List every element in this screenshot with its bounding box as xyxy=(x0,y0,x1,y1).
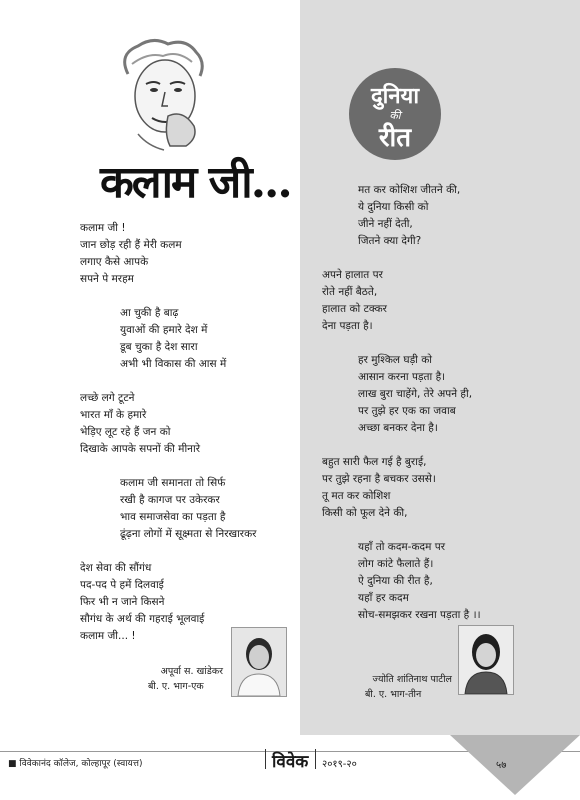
poem-line: आसान करना पड़ता है। xyxy=(358,371,446,383)
badge-line-2: की xyxy=(389,109,401,122)
page-number-triangle xyxy=(450,735,580,795)
poem-line: दिखाके आपके सपनों की मीनारे xyxy=(80,443,201,455)
poem-line: पर तुझे रहना है बचकर उससे। xyxy=(322,473,436,485)
poem-line: अपने हालात पर xyxy=(322,269,383,281)
footer-college-name: ■ विवेकानंद कॉलेज, कोल्हापूर (स्वायत्त) xyxy=(8,759,143,769)
author-name-right: ज्योति शांतिनाथ पाटील xyxy=(372,674,452,685)
page-number: ५७ xyxy=(496,760,507,771)
poem-line: ये दुनिया किसी को xyxy=(358,201,429,213)
poem-line: अभी भी विकास की आस में xyxy=(120,358,227,370)
author-class-right: बी. ए. भाग-तीन xyxy=(365,689,422,700)
left-poem-body xyxy=(80,220,256,662)
poem-line: पद-पद पे हमें दिलवाई xyxy=(80,579,164,591)
left-poem-title: कलाम जी... xyxy=(100,157,291,208)
poem-line: ढूंढ़ना लोगों में सूक्ष्मता से निरखारकर xyxy=(120,528,257,540)
right-stanza-4 xyxy=(322,454,481,522)
poem-line: भेड़िए लूट रहे हैं जन को xyxy=(80,426,171,438)
footer-magazine-name: विवेक xyxy=(272,752,309,772)
author-right xyxy=(340,672,452,702)
poem-line: पर तुझे हर एक का जवाब xyxy=(358,405,456,417)
poem-line: भारत माँ के हमारे xyxy=(80,409,147,421)
poem-line: फिर भी न जाने किसने xyxy=(80,596,165,608)
right-poem-body xyxy=(322,182,481,641)
poem-title-badge xyxy=(349,68,441,160)
poem-line: कलाम जी समानता तो सिर्फ xyxy=(120,477,226,489)
left-stanza-3 xyxy=(80,390,256,458)
author-photo-left xyxy=(231,627,287,697)
poem-line: सौगंध के अर्थ की गहराई भूलवाई xyxy=(80,613,205,625)
author-name-left: अपूर्वा स. खांडेकर xyxy=(160,666,223,677)
right-stanza-3 xyxy=(322,352,481,437)
badge-line-3: रीत xyxy=(378,123,412,153)
poem-line: हर मुश्किल घड़ी को xyxy=(358,354,433,366)
poem-line: तू मत कर कोशिश xyxy=(322,490,391,502)
poem-line: ऐ दुनिया की रीत है, xyxy=(358,575,433,587)
poem-line: बहुत सारी फैल गई है बुराई, xyxy=(322,456,427,468)
poem-line: रोते नहीं बैठते, xyxy=(322,286,378,298)
left-stanza-5 xyxy=(80,560,256,645)
poem-line: देना पड़ता है। xyxy=(322,320,373,332)
poem-line: जितने क्या देगी? xyxy=(358,235,422,247)
poem-line: भाव समाजसेवा का पड़ता है xyxy=(120,511,226,523)
person-photo-icon xyxy=(232,628,286,696)
left-stanza-4 xyxy=(80,475,256,543)
author-class-left: बी. ए. भाग-एक xyxy=(148,681,204,692)
poem-line: डूब चुका है देश सारा xyxy=(120,341,198,353)
poem-line: यहाँ तो कदम-कदम पर xyxy=(358,541,445,553)
poem-line: जीने नहीं देती, xyxy=(358,218,413,230)
person-photo-icon xyxy=(459,626,513,694)
badge-line-1: दुनिया xyxy=(370,83,420,109)
kalam-portrait-sketch xyxy=(108,34,218,152)
right-stanza-5 xyxy=(322,539,481,624)
poem-line: किसी को फूल देने की, xyxy=(322,507,408,519)
poem-line: कलाम जी ! xyxy=(80,222,126,234)
poem-line: कलाम जी... ! xyxy=(80,630,136,642)
poem-line: देश सेवा की सौंगंध xyxy=(80,562,152,574)
poem-line: लच्छे लगे टूटने xyxy=(80,392,135,404)
poem-line: लाख बुरा चाहेंगे, तेरे अपने ही, xyxy=(358,388,473,400)
poem-line: रखी है कागज पर उकेरकर xyxy=(120,494,220,506)
footer-separator-left xyxy=(265,749,266,769)
right-stanza-2 xyxy=(322,267,481,335)
poem-line: हालात को टक्कर xyxy=(322,303,387,315)
poem-line: युवाओं की हमारे देश में xyxy=(120,324,208,336)
poem-line: यहाँ हर कदम xyxy=(358,592,409,604)
footer-year: २०१९-२० xyxy=(322,759,357,770)
poem-line: सोच-समझकर रखना पड़ता है ।। xyxy=(358,609,481,621)
author-photo-right xyxy=(458,625,514,695)
poem-line: लोग कांटे फैलाते हैं। xyxy=(358,558,434,570)
poem-line: अच्छा बनकर देना है। xyxy=(358,422,438,434)
left-stanza-2 xyxy=(80,305,256,373)
poem-line: जान छोड़ रही हैं मेरी कलम xyxy=(80,239,182,251)
poem-line: आ चुकी है बाढ़ xyxy=(120,307,179,319)
right-stanza-1 xyxy=(322,182,481,250)
author-left xyxy=(128,664,223,694)
poem-line: मत कर कोशिश जीतने की, xyxy=(358,184,461,196)
footer-separator-right xyxy=(315,749,316,769)
poem-line: सपने पे मरहम xyxy=(80,273,134,285)
left-stanza-1 xyxy=(80,220,256,288)
poem-line: लगाए कैसे आपके xyxy=(80,256,149,268)
